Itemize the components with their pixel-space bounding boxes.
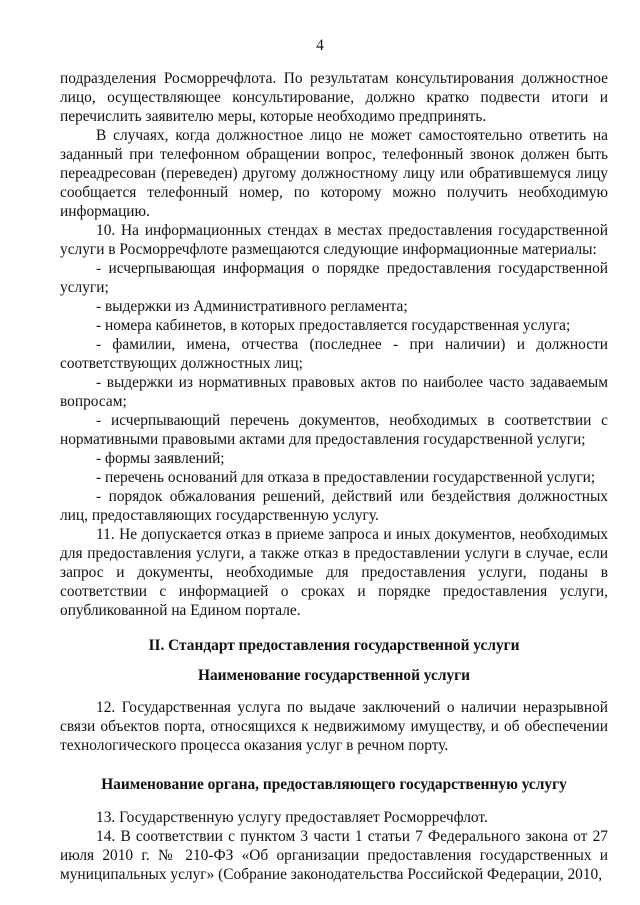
list-item: - выдержки из Административного регламента; [96,298,408,315]
paragraph-13: 13. Государственную услугу предоставляет Росморречфлот. [96,809,488,826]
paragraph-11: 11. Не допускается отказ в приеме запроса и иных документов, необходимых для предоставления услуги, а также отказ в предоставлении услуги в случае, если запрос и документы, необходимые для предоставления услуги, поданы в соответствии с информацией о сроках и порядке предоставления услуги, опубликованной на Едином портале. [60,526,608,619]
list-item: - фамилии, имена, отчества (последнее - при наличии) и должности соответствующих должностных лиц; [60,336,608,372]
list-item: - формы заявлений; [96,450,225,467]
list-item: - номера кабинетов, в которых предоставляется государственная услуга; [96,317,571,334]
subheading-authority: Наименование органа, предоставляющего государственную услугу [101,776,567,793]
paragraph-14: 14. В соответствии с пунктом 3 части 1 статьи 7 Федерального закона от 27 июля 2010 г. № 210-ФЗ «Об организации предоставления государственных и муниципальных услуг» (Собрание законодательства Российской Федерации, 2010, [60,828,608,883]
list-item: - исчерпывающая информация о порядке предоставления государственной услуги; [60,260,608,296]
section-heading: II. Стандарт предоставления государственной услуги [148,637,520,654]
paragraph-12: 12. Государственная услуга по выдаче заключений о наличии неразрывной связи объектов порта, относящихся к недвижимому имуществу, и об обеспечении технологического процесса оказания услуг в речном порту. [60,699,608,754]
paragraph-10: 10. На информационных стендах в местах предоставления государственной услуги в Росморречфлоте размещаются следующие информационные материалы: [60,222,608,258]
list-item: - выдержки из нормативных правовых актов по наиболее часто задаваемым вопросам; [60,374,608,410]
paragraph-phone-redirect: В случаях, когда должностное лицо не может самостоятельно ответить на заданный при телефонном обращении вопрос, телефонный звонок должен быть переадресован (переведен) другому должностному лицу или обратившемуся лицу сообщается телефонный номер, по которому можно получить необходимую информацию. [60,127,608,220]
paragraph-continuation: подразделения Росморречфлота. По результатам консультирования должностное лицо, осуществляющее консультирование, должно кратко подвести итоги и перечислить заявителю меры, которые необходимо предпринять. [60,70,608,125]
document-body [60,69,608,884]
list-item: - порядок обжалования решений, действий или бездействия должностных лиц, предоставляющих государственную услугу. [60,488,608,524]
list-item: - исчерпывающий перечень документов, необходимых в соответствии с нормативными правовыми актами для предоставления государственной услуги; [60,412,608,448]
page-number: 4 [316,37,324,54]
subheading-service-name: Наименование государственной услуги [197,667,471,684]
list-item: - перечень оснований для отказа в предоставлении государственной услуги; [96,469,596,486]
